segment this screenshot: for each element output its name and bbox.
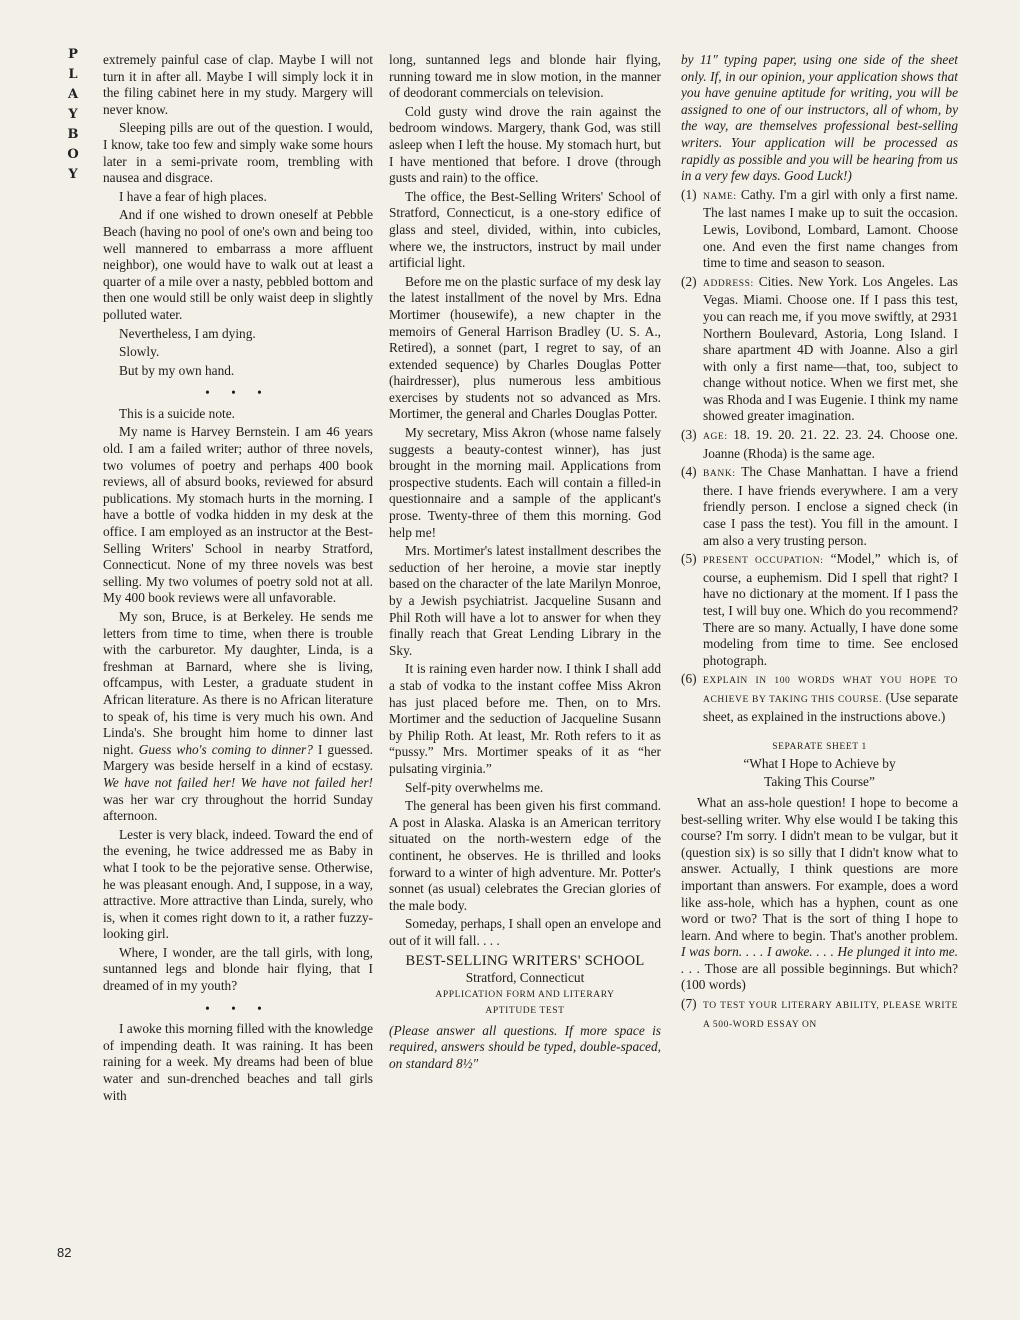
italic-text: I was born. . . . I awoke. . . . He plunged it into me. . . . <box>681 944 958 976</box>
paragraph: Someday, perhaps, I shall open an envelope and out of it will fall. . . . <box>389 916 661 948</box>
question-number: (5) <box>681 551 697 567</box>
separate-sheet-label: SEPARATE SHEET 1 <box>772 742 867 753</box>
paragraph: My name is Harvey Bernstein. I am 46 years old. I am a failed writer; author of three novels, two volumes of poetry and perhaps 400 book reviews, all of absurd books, reviewed for absurd publications. My stomach hurts in the morning. I have a bottle of vodka hidden in my desk at the office. I am employed as an instructor at the Best-Selling Writers' School in nearby Stratford, Connecticut. None of my three novels was best selling. My two volumes of poetry sold not at all. My 400 book reviews were all unfavorable. <box>103 424 373 606</box>
paragraph: Before me on the plastic surface of my desk lay the latest installment of the novel by Mrs. Edna Mortimer (housewife), a new chapter in the memoirs of General Harrison Bradley (U. S. A., Retired), a sonnet (part, I regret to say, of an extended sequence) by Charles Douglas Potter (hairdresser), plus numerous less ambitious exercises by students not so advanced as Mrs. Mortimer, the general and Charles Douglas Potter. <box>389 273 661 422</box>
paragraph: My secretary, Miss Akron (whose name falsely suggests a beauty-contest winner), has just brought in the morning mail. Applications from prospective students. Each will contain a filled-in questionnaire and a sample of the applicant's prose. Twenty-three of them this morning. God help me! <box>389 425 661 540</box>
paragraph-text: My son, Bruce, is at Berkeley. He sends me letters from time to time, when there is trouble with the carburetor. My daughter, Linda, is a freshman at Barnard, where she is living, offcampus, with Lester, a graduate student in African literature. As there is no African literature to speak of, his time is very much his own. And Linda's. She brought him home to dinner last night. <box>103 609 373 757</box>
paragraph: The general has been given his first command. A post in Alaska. Alaska is an American territory situated on the north-western edge of the continent, he observes. He is thrilled and looks forward to a winter of high adventure. Mr. Potter's sonnet (as usual) celebrates the Grecian glories of the male body. <box>389 798 661 913</box>
form-question <box>681 551 958 669</box>
magazine-name-letter: O <box>67 147 79 162</box>
page-number: 82 <box>57 1245 72 1260</box>
school-name: BEST-SELLING WRITERS' SCHOOL <box>405 953 645 970</box>
question-label: EXPLAIN IN 100 WORDS WHAT YOU HOPE TO ACHIEVE BY TAKING THIS COURSE. <box>703 676 958 705</box>
form-question <box>681 274 958 425</box>
italic-text: Guess who's coming to dinner? <box>138 741 313 757</box>
form-question <box>681 464 958 549</box>
paragraph: Self-pity overwhelms me. <box>405 779 544 795</box>
paragraph: long, suntanned legs and blonde hair flying, running toward me in slow motion, in the manner of deodorant commercials on television. <box>389 52 661 101</box>
question-number: (3) <box>681 427 697 443</box>
paragraph-text: Those are all possible beginnings. But which? (100 words) <box>681 960 958 993</box>
paragraph-text: I guessed. Margery was beside herself in a kind of ecstasy. <box>103 741 373 774</box>
question-answer: 18. 19. 20. 21. 22. 23. 24. Choose one. Joanne (Rhoda) is the same age. <box>703 427 958 461</box>
magazine-name-letter: A <box>67 87 79 102</box>
question-label: ADDRESS: <box>703 278 754 289</box>
paragraph: It is raining even harder now. I think I shall add a stab of vodka to the instant coffee Miss Akron has just placed before me. Then, on to Mrs. Mortimer and the seduction of Jacqueline Susann by Philip Roth. At least, Mr. Roth refers to it as “pussy.” Mrs. Mortimer speaks of it as “her pulsating virginia.” <box>389 661 661 776</box>
form-question <box>681 427 958 462</box>
form-instructions: (Please answer all questions. If more space is required, answers should be typed, double-spaced, on standard 8½″ <box>389 1022 661 1071</box>
question-label: AGE: <box>703 432 728 443</box>
question-number: (4) <box>681 464 697 480</box>
question-number: (6) <box>681 671 697 687</box>
paragraph: Sleeping pills are out of the question. I would, I know, take too few and simply wake some hours later in a semi-private room, trembling with nausea and disgrace. <box>103 120 373 186</box>
paragraph: This is a suicide note. <box>119 405 235 421</box>
paragraph: Slowly. <box>119 344 160 360</box>
school-city: Stratford, Connecticut <box>465 970 585 986</box>
separate-sheet-title: Taking This Course” <box>764 774 875 790</box>
magazine-name-vertical <box>66 45 80 185</box>
form-question <box>681 187 958 272</box>
paragraph-text: What an ass-hole question! I hope to become a best-selling writer. Why else would I be taking this course? I'm sorry. I didn't mean to be vulgar, but it (question six) is so silly that I didn't know what to answer. Actually, I think questions are more important than answers. For example, does a word like ass-hole, which has a hyphen, count as one word or two? That is the sort of thing I hope to learn. And where to begin. That's another problem. <box>681 794 958 943</box>
magazine-name-letter: L <box>68 67 78 82</box>
magazine-name-letter: Y <box>68 167 78 182</box>
paragraph: Where, I wonder, are the tall girls, with long, suntanned legs and blonde hair flying, that I dreamed of in my youth? <box>103 944 373 994</box>
paragraph: I awoke this morning filled with the knowledge of impending death. It was raining. It has been raining for a week. My dreams had been of blue water and sun-drenched beaches and tall girls with <box>103 1021 373 1103</box>
question-label: BANK: <box>703 469 736 480</box>
separate-sheet-title: “What I Hope to Achieve by <box>743 755 896 771</box>
question-number: (2) <box>681 273 697 289</box>
section-divider: • • • <box>205 385 271 401</box>
school-heading <box>389 953 661 1018</box>
question-label: TO TEST YOUR LITERARY ABILITY, PLEASE WRITE A 500-WORD ESSAY ON <box>703 1001 958 1030</box>
magazine-name-letter: P <box>68 47 78 62</box>
paragraph-text: was her war cry throughout the horrid Sunday afternoon. <box>103 791 373 824</box>
form-instructions: by 11″ typing paper, using one side of the sheet only. If, in our opinion, your application shows that you have genuine aptitude for writing, you will be assigned to one of our instructors, all of whom, by the way, are themselves professional best-selling writers. Your application will be processed as rapidly as possible and you will be hearing from us in a very few days. Good Luck!) <box>681 52 958 184</box>
question-answer: The Chase Manhattan. I have a friend there. I have friends everywhere. I am a very friendly person. I enclose a signed check (in case I pass the test). You fill in the amount. I am also a very trusting person. <box>703 464 958 548</box>
italic-text: We have not failed her! We have not failed her! <box>103 774 373 790</box>
form-question <box>681 996 958 1033</box>
question-answer: “Model,” which is, of course, a euphemism. Did I spell that right? I have no dictionary at the moment. If I pass the test, I will buy one. Which do you recommend? There are so many. Actually, I have done some modeling from time to time. See enclosed photograph. <box>703 551 958 668</box>
paragraph <box>681 795 958 994</box>
paragraph: Mrs. Mortimer's latest installment describes the seduction of her heroine, a movie star ineptly based on the character of the late Marilyn Monroe, by a Jewish psychiatrist. Jacqueline Susann and Phil Roth will have a lot to answer for when they finally reach that Great Lending Library in the Sky. <box>389 543 661 658</box>
paragraph: I have a fear of high places. <box>119 188 267 204</box>
paragraph <box>103 609 373 825</box>
form-question <box>681 671 958 725</box>
question-answer: Cities. New York. Los Angeles. Las Vegas. Miami. Choose one. If I pass this test, you can reach me, if you move swiftly, at 2931 Northern Boulevard, Astoria, Long Island. I share apartment 4D with Joanne. Also a girl with only a first name—that, too, subject to change without notice. When we first met, she was Rhoda and I was Eugenie. I think my name showed greater imagination. <box>703 273 958 424</box>
question-answer: (Use separate sheet, as explained in the instructions above.) <box>703 689 958 724</box>
form-title-line: APTITUDE TEST <box>485 1005 565 1016</box>
question-answer: Cathy. I'm a girl with only a first name. The last names I make up to suit the occasion. Lewis, Lovibond, Lombard, Lamont. Choose one. And even the first name changes from time to time and season to season. <box>703 186 958 271</box>
form-title-line: APPLICATION FORM AND LITERARY <box>435 989 615 1000</box>
paragraph: Cold gusty wind drove the rain against the bedroom windows. Margery, thank God, was still asleep when I left the house. My stomach hurt, but I have mentioned that before. I drove (through gusts and rain) to the office. <box>389 103 661 186</box>
paragraph: The office, the Best-Selling Writers' School of Stratford, Connecticut, is a one-story edifice of glass and steel, divided, within, into cubicles, where we, the instructors, instruct by mail under artificial light. <box>389 188 661 271</box>
separate-sheet-heading <box>681 739 958 791</box>
magazine-name-letter: B <box>67 127 79 142</box>
column-1 <box>103 52 373 1287</box>
column-2 <box>389 52 661 1287</box>
paragraph: But by my own hand. <box>119 362 235 378</box>
column-3 <box>681 52 958 1287</box>
paragraph: Nevertheless, I am dying. <box>119 325 256 341</box>
paragraph: extremely painful case of clap. Maybe I will not turn it in after all. Maybe I will simply lock it in the filing cabinet here in my study. Margery will never know. <box>103 52 373 117</box>
question-number: (7) <box>681 996 697 1012</box>
paragraph: And if one wished to drown oneself at Pebble Beach (having no pool of one's own and being too well mannered to embarrass a more affluent neighbor), one would have to walk out at least a quarter of a mile over a nasty, pebbled bottom and then one would still be only waist deep in slightly polluted water. <box>103 207 373 322</box>
question-label: PRESENT OCCUPATION: <box>703 556 824 567</box>
question-label: NAME: <box>703 191 737 202</box>
magazine-name-letter: Y <box>68 107 78 122</box>
question-number: (1) <box>681 186 697 202</box>
paragraph: Lester is very black, indeed. Toward the end of the evening, he twice addressed me as Baby in what I took to be the pejorative sense. Otherwise, he was pleasant enough. And, I suppose, in a way, attractive. More attractive than Linda, surely, who is, when it comes right down to it, a rather fuzzy-looking girl. <box>103 826 373 942</box>
section-divider: • • • <box>205 1000 271 1016</box>
